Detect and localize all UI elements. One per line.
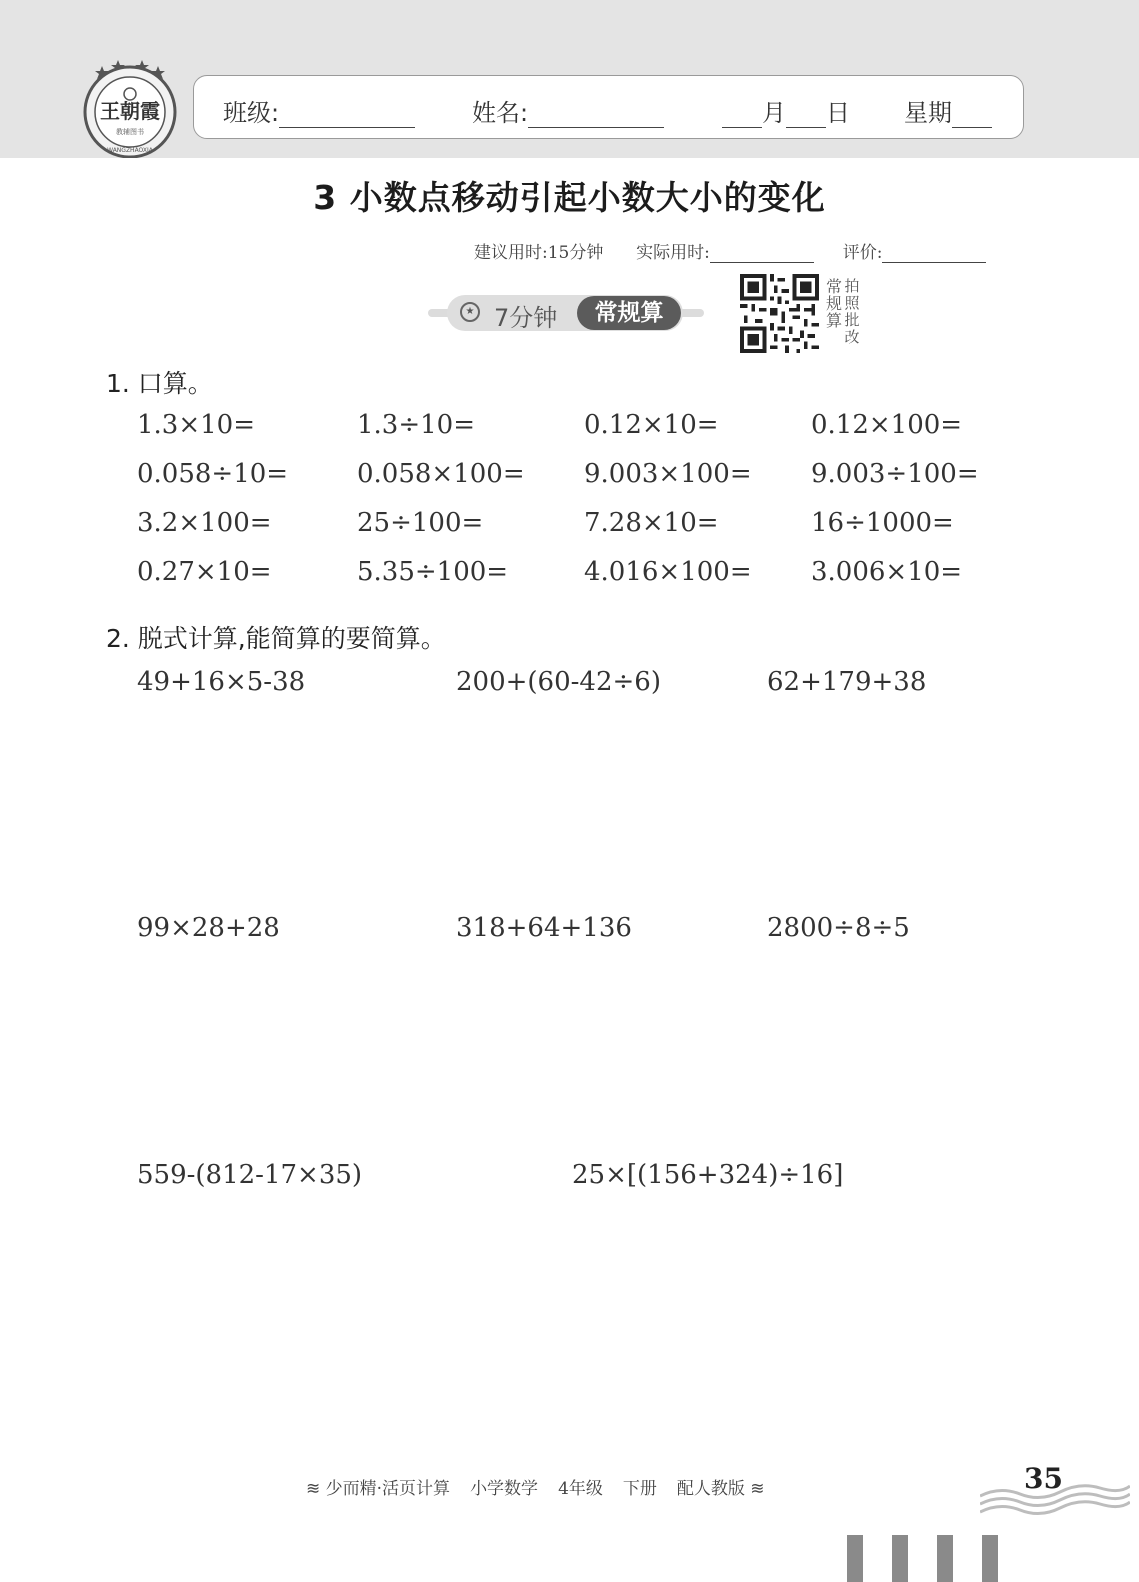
oral-item: 0.12×10= — [584, 410, 719, 440]
qr-caption-char: 照 — [844, 294, 860, 312]
oral-item: 1.3÷10= — [357, 410, 476, 440]
publisher-logo — [80, 56, 180, 158]
svg-text:教辅图书: 教辅图书 — [116, 128, 144, 136]
footer-series-name: ≋ 少而精·活页计算 — [306, 1479, 451, 1499]
calc-item: 62+179+38 — [767, 667, 927, 697]
date-field[interactable] — [722, 93, 850, 128]
oral-item: 4.016×100= — [584, 557, 752, 587]
qr-caption-char: 算 — [825, 311, 842, 330]
calc-item: 318+64+136 — [456, 913, 632, 943]
oral-item: 7.28×10= — [584, 508, 719, 538]
actual-time-blank[interactable] — [710, 242, 814, 263]
badge-minutes: 7分钟 — [494, 304, 558, 332]
calc-item: 200+(60-42÷6) — [456, 667, 661, 697]
edge-tab — [937, 1535, 953, 1582]
footer-edition: 配人教版 ≋ — [676, 1479, 765, 1499]
weekday-blank[interactable] — [952, 103, 992, 128]
calc-item: 49+16×5-38 — [137, 667, 306, 697]
day-label: 日 — [826, 99, 850, 127]
page-number: 35 — [1024, 1462, 1063, 1495]
qr-caption-char: 常 — [825, 277, 842, 296]
lesson-title: 3 小数点移动引起小数大小的变化 — [313, 178, 826, 217]
badge-label: 常规算 — [577, 296, 681, 330]
suggested-time: 建议用时:15分钟 — [474, 243, 604, 263]
footer-series — [306, 1474, 785, 1499]
name-field[interactable] — [472, 93, 664, 128]
qr-caption-col2 — [843, 278, 861, 346]
calc-item: 25×[(156+324)÷16] — [572, 1160, 844, 1190]
qr-caption-char: 改 — [844, 328, 860, 346]
question-1-title: 1. 口算。 — [106, 369, 213, 398]
class-field[interactable] — [223, 93, 415, 128]
oral-item: 1.3×10= — [137, 410, 256, 440]
qr-caption-char: 规 — [825, 294, 842, 313]
month-blank[interactable] — [722, 103, 762, 128]
oral-item: 0.058×100= — [357, 459, 525, 489]
rating-label: 评价: — [842, 243, 883, 263]
oral-item: 0.27×10= — [137, 557, 272, 587]
footer-volume: 下册 — [622, 1479, 657, 1499]
svg-text:WANGZHAOXIA: WANGZHAOXIA — [107, 147, 153, 154]
calc-item: 2800÷8÷5 — [767, 913, 910, 943]
month-label: 月 — [762, 99, 786, 127]
footer-grade: 4年级 — [558, 1479, 603, 1499]
medal-icon: ★ — [460, 302, 480, 322]
question-2-title: 2. 脱式计算,能简算的要简算。 — [106, 624, 446, 653]
day-blank[interactable] — [786, 103, 826, 128]
oral-item: 16÷1000= — [811, 508, 954, 538]
timing-row — [474, 238, 986, 263]
oral-item: 0.058÷10= — [137, 459, 289, 489]
qr-code-icon[interactable] — [740, 274, 819, 353]
oral-item: 0.12×100= — [811, 410, 963, 440]
name-label: 姓名: — [472, 99, 529, 127]
rating-blank[interactable] — [882, 242, 986, 263]
oral-item: 25÷100= — [357, 508, 484, 538]
name-blank[interactable] — [528, 103, 664, 128]
oral-item: 3.006×10= — [811, 557, 963, 587]
qr-caption-char: 拍 — [844, 277, 860, 295]
qr-caption-col1 — [825, 278, 843, 329]
class-label: 班级: — [223, 99, 280, 127]
weekday-label: 星期 — [904, 99, 952, 127]
oral-item: 5.35÷100= — [357, 557, 509, 587]
footer-subject: 小学数学 — [470, 1479, 539, 1499]
edge-tab — [982, 1535, 998, 1582]
qr-caption-char: 批 — [844, 311, 860, 329]
student-info-box — [193, 75, 1024, 139]
calc-item: 559-(812-17×35) — [137, 1160, 363, 1190]
svg-text:王朝霞: 王朝霞 — [100, 99, 160, 123]
oral-item: 3.2×100= — [137, 508, 272, 538]
calc-item: 99×28+28 — [137, 913, 280, 943]
weekday-field[interactable] — [904, 93, 992, 128]
actual-time-label: 实际用时: — [636, 243, 710, 263]
edge-tab — [847, 1535, 863, 1582]
class-blank[interactable] — [279, 103, 415, 128]
edge-tab — [892, 1535, 908, 1582]
oral-item: 9.003÷100= — [811, 459, 979, 489]
oral-item: 9.003×100= — [584, 459, 752, 489]
